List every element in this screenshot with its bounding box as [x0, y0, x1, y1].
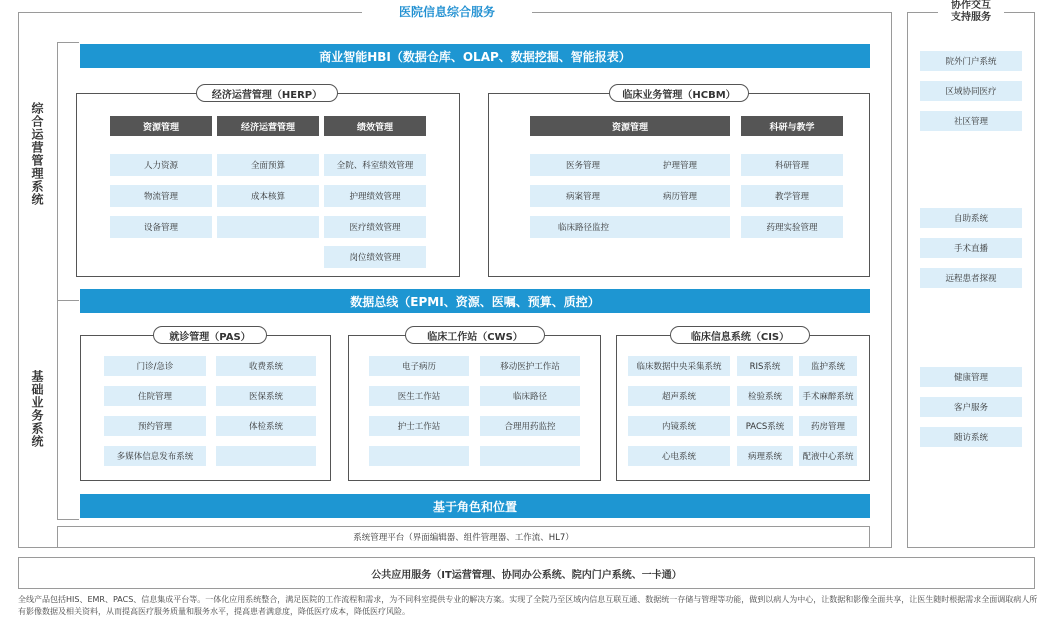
main-title: 医院信息综合服务 [362, 4, 532, 20]
pas-title: 就诊管理（PAS） [153, 326, 267, 344]
herp-post-perf: 岗位绩效管理 [324, 246, 426, 268]
cis-pharmacy: 药房管理 [799, 416, 857, 436]
side-remote-visit: 远程患者探视 [920, 268, 1022, 288]
cis-title: 临床信息系统（CIS） [670, 326, 810, 344]
cws-empty1 [369, 446, 469, 466]
pas-multimedia: 多媒体信息发布系统 [104, 446, 206, 466]
public-services-label: 公共应用服务（IT运营管理、协同办公系统、院内门户系统、一卡通） [371, 569, 682, 581]
herp-empty [217, 216, 319, 238]
public-services-box [18, 557, 1035, 589]
herp-cost: 成本核算 [217, 185, 319, 207]
role-bar: 基于角色和位置 [80, 494, 870, 518]
hcbm-records: 病案管理 [530, 185, 730, 207]
hcbm-nursing: 护理管理 [662, 161, 697, 171]
left-bracket-line [57, 42, 58, 520]
cws-emr: 电子病历 [369, 356, 469, 376]
hbi-bar: 商业智能HBI（数据仓库、OLAP、数据挖掘、智能报表） [80, 44, 870, 68]
label-basic-business-system: 基础业务系统 [30, 370, 44, 448]
hcbm-pathway: 临床路径监控 [530, 216, 730, 238]
label-operations-system: 综合运营管理系统 [30, 102, 44, 206]
herp-medical-perf: 医疗绩效管理 [324, 216, 426, 238]
cws-pathway: 临床路径 [480, 386, 580, 406]
side-title [938, 0, 1004, 24]
footer-text: 全线产品包括HIS、EMR、PACS、信息集成平台等。一体化应用系统整合，满足医院的工作流程和需求，为不同科室提供专业的解决方案。实现了全院乃至区域内信息互联互通、数据统一存储与管理等功能，做到以病人为中心，让数据和影像全面共享，让医生随时根据需求全面调取病人所有影像数据及相关资料，从而提高医疗服务质量和服务水平，提高患者满意度，降低医疗成本，降低医疗风险。 [18, 595, 1038, 616]
cis-infusion: 配液中心系统 [799, 446, 857, 466]
left-bracket-mid [57, 300, 79, 301]
hcbm-research: 科研管理 [741, 154, 843, 176]
side-self-service: 自助系统 [920, 208, 1022, 228]
platform-box [57, 526, 870, 548]
herp-equipment: 设备管理 [110, 216, 212, 238]
side-regional: 区域协同医疗 [920, 81, 1022, 101]
herp-hr: 人力资源 [110, 154, 212, 176]
cws-drug-monitor: 合理用药监控 [480, 416, 580, 436]
left-bracket-bottom [57, 519, 79, 520]
cws-doctor-ws: 医生工作站 [369, 386, 469, 406]
cis-pacs: PACS系统 [737, 416, 793, 436]
side-health: 健康管理 [920, 367, 1022, 387]
hcbm-pharma-lab: 药理实验管理 [741, 216, 843, 238]
cis-ris: RIS系统 [737, 356, 793, 376]
cws-nurse-ws: 护士工作站 [369, 416, 469, 436]
cis-anesthesia: 手术麻醉系统 [799, 386, 857, 406]
hcbm-title: 临床业务管理（HCBM） [609, 84, 749, 102]
pas-insurance: 医保系统 [216, 386, 316, 406]
pas-empty [216, 446, 316, 466]
platform-label: 系统管理平台（界面编辑器、组件管理器、工作流、HL7） [353, 533, 574, 543]
cws-mobile-ws: 移动医护工作站 [480, 356, 580, 376]
side-followup: 随访系统 [920, 427, 1022, 447]
cis-monitoring: 监护系统 [799, 356, 857, 376]
left-bracket-top [57, 42, 79, 43]
cws-title: 临床工作站（CWS） [405, 326, 545, 344]
herp-budget: 全面预算 [217, 154, 319, 176]
side-community: 社区管理 [920, 111, 1022, 131]
pas-appointment: 预约管理 [104, 416, 206, 436]
pas-checkup: 体检系统 [216, 416, 316, 436]
cis-central-data: 临床数据中央采集系统 [628, 356, 730, 376]
side-surgery-live: 手术直播 [920, 238, 1022, 258]
herp-dept-perf: 全院、科室绩效管理 [324, 154, 426, 176]
cis-pathology: 病理系统 [737, 446, 793, 466]
cis-ecg: 心电系统 [628, 446, 730, 466]
hcbm-teaching: 教学管理 [741, 185, 843, 207]
herp-title: 经济运营管理（HERP） [196, 84, 338, 102]
cis-ultrasound: 超声系统 [628, 386, 730, 406]
herp-logistics: 物流管理 [110, 185, 212, 207]
herp-header-resource: 资源管理 [110, 116, 212, 136]
pas-billing: 收费系统 [216, 356, 316, 376]
side-title-line2: 支持服务 [951, 12, 991, 23]
hcbm-charts: 病历管理 [662, 192, 697, 202]
pas-outpatient: 门诊/急诊 [104, 356, 206, 376]
herp-header-performance: 绩效管理 [324, 116, 426, 136]
data-bus-bar: 数据总线（EPMI、资源、医嘱、预算、质控） [80, 289, 870, 313]
hcbm-header-resource: 资源管理 [530, 116, 730, 136]
hcbm-medical: 医务管理 [530, 154, 730, 176]
side-customer: 客户服务 [920, 397, 1022, 417]
side-portal: 院外门户系统 [920, 51, 1022, 71]
hcbm-header-research: 科研与教学 [741, 116, 843, 136]
pas-inpatient: 住院管理 [104, 386, 206, 406]
herp-header-economic: 经济运营管理 [217, 116, 319, 136]
cis-endoscopy: 内镜系统 [628, 416, 730, 436]
side-title-line1: 协作交互 [951, 0, 991, 11]
herp-nursing-perf: 护理绩效管理 [324, 185, 426, 207]
cis-lab: 检验系统 [737, 386, 793, 406]
cws-empty2 [480, 446, 580, 466]
